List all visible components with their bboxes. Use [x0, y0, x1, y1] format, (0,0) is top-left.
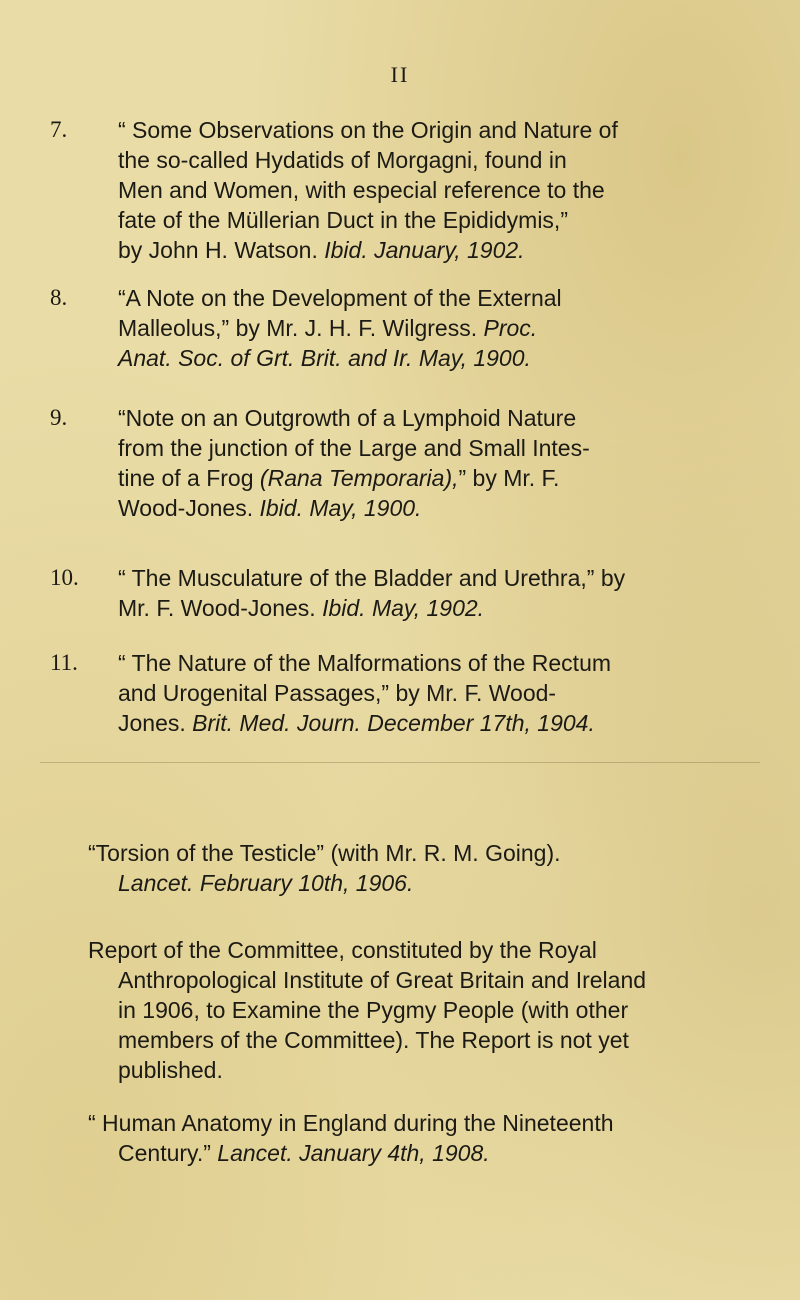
entry-line: “A Note on the Development of the External — [118, 285, 562, 311]
entry-line: “ Some Observations on the Origin and Nature of — [118, 117, 618, 143]
entry-author: Mr. F. Wood-Jones. — [118, 595, 316, 621]
entry-line — [118, 235, 718, 265]
entry-line — [118, 493, 718, 523]
entry-citation: Ibid. May, 1902. — [322, 595, 485, 621]
entry-citation: Ibid. January, 1902. — [324, 237, 525, 263]
species-name: (Rana Temporaria), — [259, 465, 459, 491]
entry-citation: Proc. — [483, 315, 538, 341]
entry-line — [118, 313, 718, 343]
entry-citation: Anat. Soc. of Grt. Brit. and Ir. May, 1900. — [118, 345, 531, 371]
paragraph-line: “ Human Anatomy in England during the Nineteenth — [88, 1110, 614, 1136]
section-divider — [40, 762, 760, 763]
entry-author: Malleolus,” by Mr. J. H. F. Wilgress. — [118, 315, 478, 341]
publication-paragraph — [88, 1108, 718, 1168]
publication-paragraph — [88, 935, 718, 1085]
entry-text: ” by Mr. F. — [458, 465, 560, 491]
entry-author: by John H. Watson. — [118, 237, 318, 263]
paragraph-line: published. — [118, 1057, 223, 1083]
entry-line: “ The Nature of the Malformations of the Rectum — [118, 650, 612, 676]
paragraph-line: Report of the Committee, constituted by the Royal — [88, 937, 597, 963]
paragraph-citation: Lancet. February 10th, 1906. — [118, 870, 414, 896]
page-number: II — [390, 62, 410, 87]
paragraph-line: Anthropological Institute of Great Britain and Ireland — [118, 967, 647, 993]
entry-line: fate of the Müllerian Duct in the Epididymis,” — [118, 207, 568, 233]
paragraph-line: in 1906, to Examine the Pygmy People (with other — [118, 997, 629, 1023]
entry-author: Jones. — [118, 710, 186, 736]
paragraph-line — [88, 1138, 718, 1168]
reference-entry — [50, 403, 718, 523]
entry-citation: Brit. Med. Journ. December 17th, 1904. — [192, 710, 595, 736]
entry-line: and Urogenital Passages,” by Mr. F. Wood- — [118, 680, 557, 706]
entry-number: 10. — [50, 565, 79, 590]
reference-entry — [50, 648, 718, 738]
entry-line: “ The Musculature of the Bladder and Urethra,” by — [118, 565, 626, 591]
entry-line: the so-called Hydatids of Morgagni, found in — [118, 147, 567, 173]
entry-line: Men and Women, with especial reference to the — [118, 177, 605, 203]
reference-entry — [50, 283, 718, 373]
paragraph-text: Century.” — [118, 1140, 211, 1166]
entry-line: from the junction of the Large and Small Intes- — [118, 435, 590, 461]
reference-entry — [50, 115, 718, 265]
entry-number: 9. — [50, 405, 68, 430]
publication-paragraph — [88, 838, 718, 898]
entry-line — [118, 593, 718, 623]
entry-citation: Ibid. May, 1900. — [259, 495, 422, 521]
entry-number: 8. — [50, 285, 68, 310]
paragraph-line: members of the Committee). The Report is not yet — [118, 1027, 629, 1053]
entry-number: 11. — [50, 650, 78, 675]
paragraph-citation: Lancet. January 4th, 1908. — [217, 1140, 490, 1166]
entry-line — [118, 463, 718, 493]
entry-author: Wood-Jones. — [118, 495, 254, 521]
reference-entry — [50, 563, 718, 623]
entry-text: tine of a Frog — [118, 465, 254, 491]
entry-line: “Note on an Outgrowth of a Lymphoid Nature — [118, 405, 577, 431]
entry-number: 7. — [50, 117, 68, 142]
paragraph-line: “Torsion of the Testicle” (with Mr. R. M. Going). — [88, 840, 561, 866]
entry-line — [118, 708, 718, 738]
